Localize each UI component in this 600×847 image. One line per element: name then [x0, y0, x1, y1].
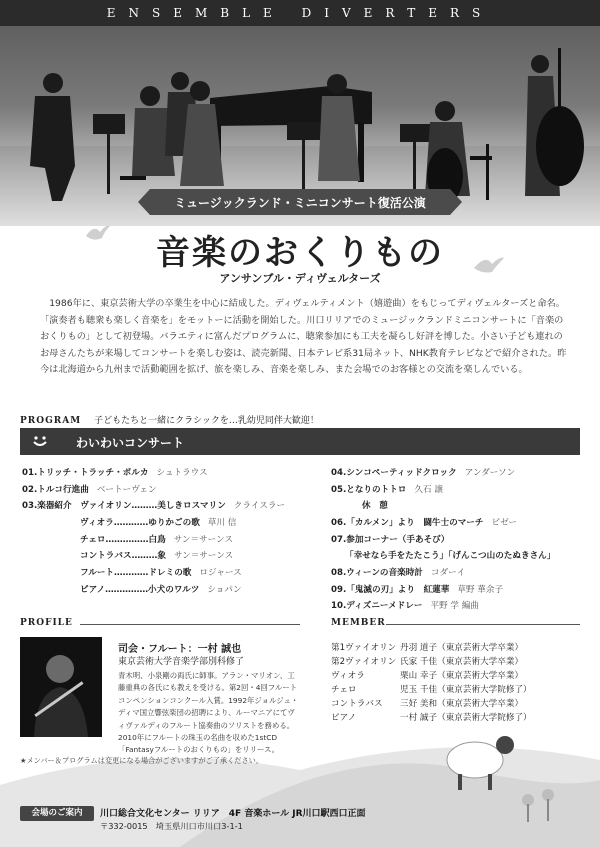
- profile-bio: 青木明、小泉剛の両氏に師事。アラン・マリオン、工藤重典の各氏にも教えを受ける。第2回・4回フルートコンペンションコンクール入賞。1992年ジョルジュ・ディマ国立響弦楽団の招聘により、ルーマニアにてヴィヴァルディのフルート協奏曲のソリストを務める。2010年にフルートの珠玉の名曲を収めた1stCD「Fantasyフルートのおくりもの」をリリース。: [118, 671, 299, 755]
- program-heading: [20, 413, 580, 426]
- member-label: MEMBER: [331, 618, 386, 628]
- program-item: 07.参加コーナー（手あそび）: [331, 535, 450, 545]
- instrument-item: ピアノ……………小犬のワルツ ショパン: [80, 585, 242, 595]
- banner-ribbon: [150, 189, 450, 215]
- member-role: ヴィオラ: [331, 671, 365, 681]
- member-name: 丹羽 道子（東京芸術大学卒業）: [400, 643, 524, 653]
- profile-role: 東京芸術大学音楽学部別科修了: [118, 657, 245, 667]
- program-tagline: 子どもたちと一緒にクラシックを…乳幼児同伴大歓迎！: [94, 416, 319, 426]
- program-subitem: 「幸せなら手をたたこう」「げんこつ山のたぬきさん」: [345, 551, 556, 561]
- program-item: 05.となりのトトロ 久石 譲: [331, 485, 443, 495]
- program-item: 03.楽器紹介 ヴァイオリン………美しきロスマリン クライスラー: [22, 501, 286, 511]
- main-title: 音楽のおくりもの: [156, 233, 444, 273]
- program-item: 04.シンコペーティッドクロック アンダーソン: [331, 468, 516, 478]
- program-item: 06.「カルメン」より 闘牛士のマーチ ビゼー: [331, 518, 517, 528]
- concert-title-bar: [20, 428, 580, 455]
- program-item: 10.ディズニーメドレー 平野 学 編曲: [331, 601, 479, 611]
- profile-photo: [20, 637, 102, 737]
- member-role: 第2ヴァイオリン: [331, 657, 397, 667]
- profile-rule: [80, 624, 300, 625]
- intermission: 休 憩: [362, 501, 388, 511]
- instrument-item: コントラバス………象 サン＝サーンス: [80, 551, 234, 561]
- banner-text: ミュージックランド・ミニコンサート復活公演: [174, 196, 426, 210]
- subtitle: アンサンブル・ディヴェルターズ: [219, 272, 381, 285]
- instrument-item: ヴィオラ…………ゆりかごの歌 草川 信: [80, 518, 237, 528]
- member-name: 児玉 千佳（東京芸術大学院修了）: [400, 685, 532, 695]
- instrument-item: チェロ……………白鳥 サン＝サーンス: [80, 535, 233, 545]
- flutist-portrait: [20, 637, 102, 737]
- smile-icon: [32, 434, 48, 448]
- header-title: ENSEMBLE DIVERTERS: [106, 6, 494, 20]
- program-label: PROGRAM: [20, 416, 82, 426]
- profile-label: PROFILE: [20, 618, 73, 628]
- concert-title: わいわいコンサート: [76, 436, 185, 450]
- member-name: 栗山 幸子（東京芸術大学卒業）: [400, 671, 524, 681]
- member-role: 第1ヴァイオリン: [331, 643, 397, 653]
- profile-name: 司会・フルート：一村 誠也: [118, 644, 242, 655]
- member-role: ピアノ: [331, 713, 357, 723]
- program-item: 08.ウィーンの音楽時計 コダーイ: [331, 568, 466, 578]
- venue-address: 〒332-0015 埼玉県川口市川口3-1-1: [100, 821, 243, 831]
- member-name: 氏家 千佳（東京芸術大学卒業）: [400, 657, 524, 667]
- instrument-item: フルート…………ドレミの歌 ロジャース: [80, 568, 242, 578]
- member-role: チェロ: [331, 685, 357, 695]
- member-role: コントラバス: [331, 699, 383, 709]
- program-item: 09.「鬼滅の刃」より 紅蓮華 草野 華余子: [331, 585, 504, 595]
- intro-paragraph: 1986年に、東京芸術大学の卒業生を中心に結成した。ディヴェルティメント（嬉遊曲）をもじってディヴェルターズと命名。「演奏者も聴衆も楽しく音楽を」をモットーに活動を開始した。川口リリアでのミュージックランドミニコンサートに「音楽のおくりもの」として初登場。バラエティに富んだプログラムに、聴衆参加にも工夫を凝らし好評を博した。小さい子ども連れのお母さんたちが来場してコンサートを楽しむ姿は、読売新聞、日本テレビ系31局ネット、NHK教育テレビなどで紹介された。昨今は北海道から九州まで活動範囲を拡げ、旅を楽しみ、音楽を楽しみ、また会場でのお客様との交流を楽しんでいる。: [40, 298, 567, 375]
- change-note: ★メンバー＆プログラムは変更になる場合がございますがご了承ください。: [20, 756, 264, 765]
- venue-name: 川口総合文化センター リリア 4F 音楽ホール JR川口駅西口正面: [100, 809, 366, 819]
- program-item: 02.トルコ行進曲 ベートーヴェン: [22, 485, 157, 495]
- venue-label: 会場のご案内: [20, 806, 94, 821]
- member-name: 一村 誠子（東京芸術大学院修了）: [400, 713, 532, 723]
- member-name: 三好 美和（東京芸術大学卒業）: [400, 699, 524, 709]
- program-item: 01.トリッチ・トラッチ・ポルカ シュトラウス: [22, 468, 208, 478]
- member-rule: [386, 624, 580, 625]
